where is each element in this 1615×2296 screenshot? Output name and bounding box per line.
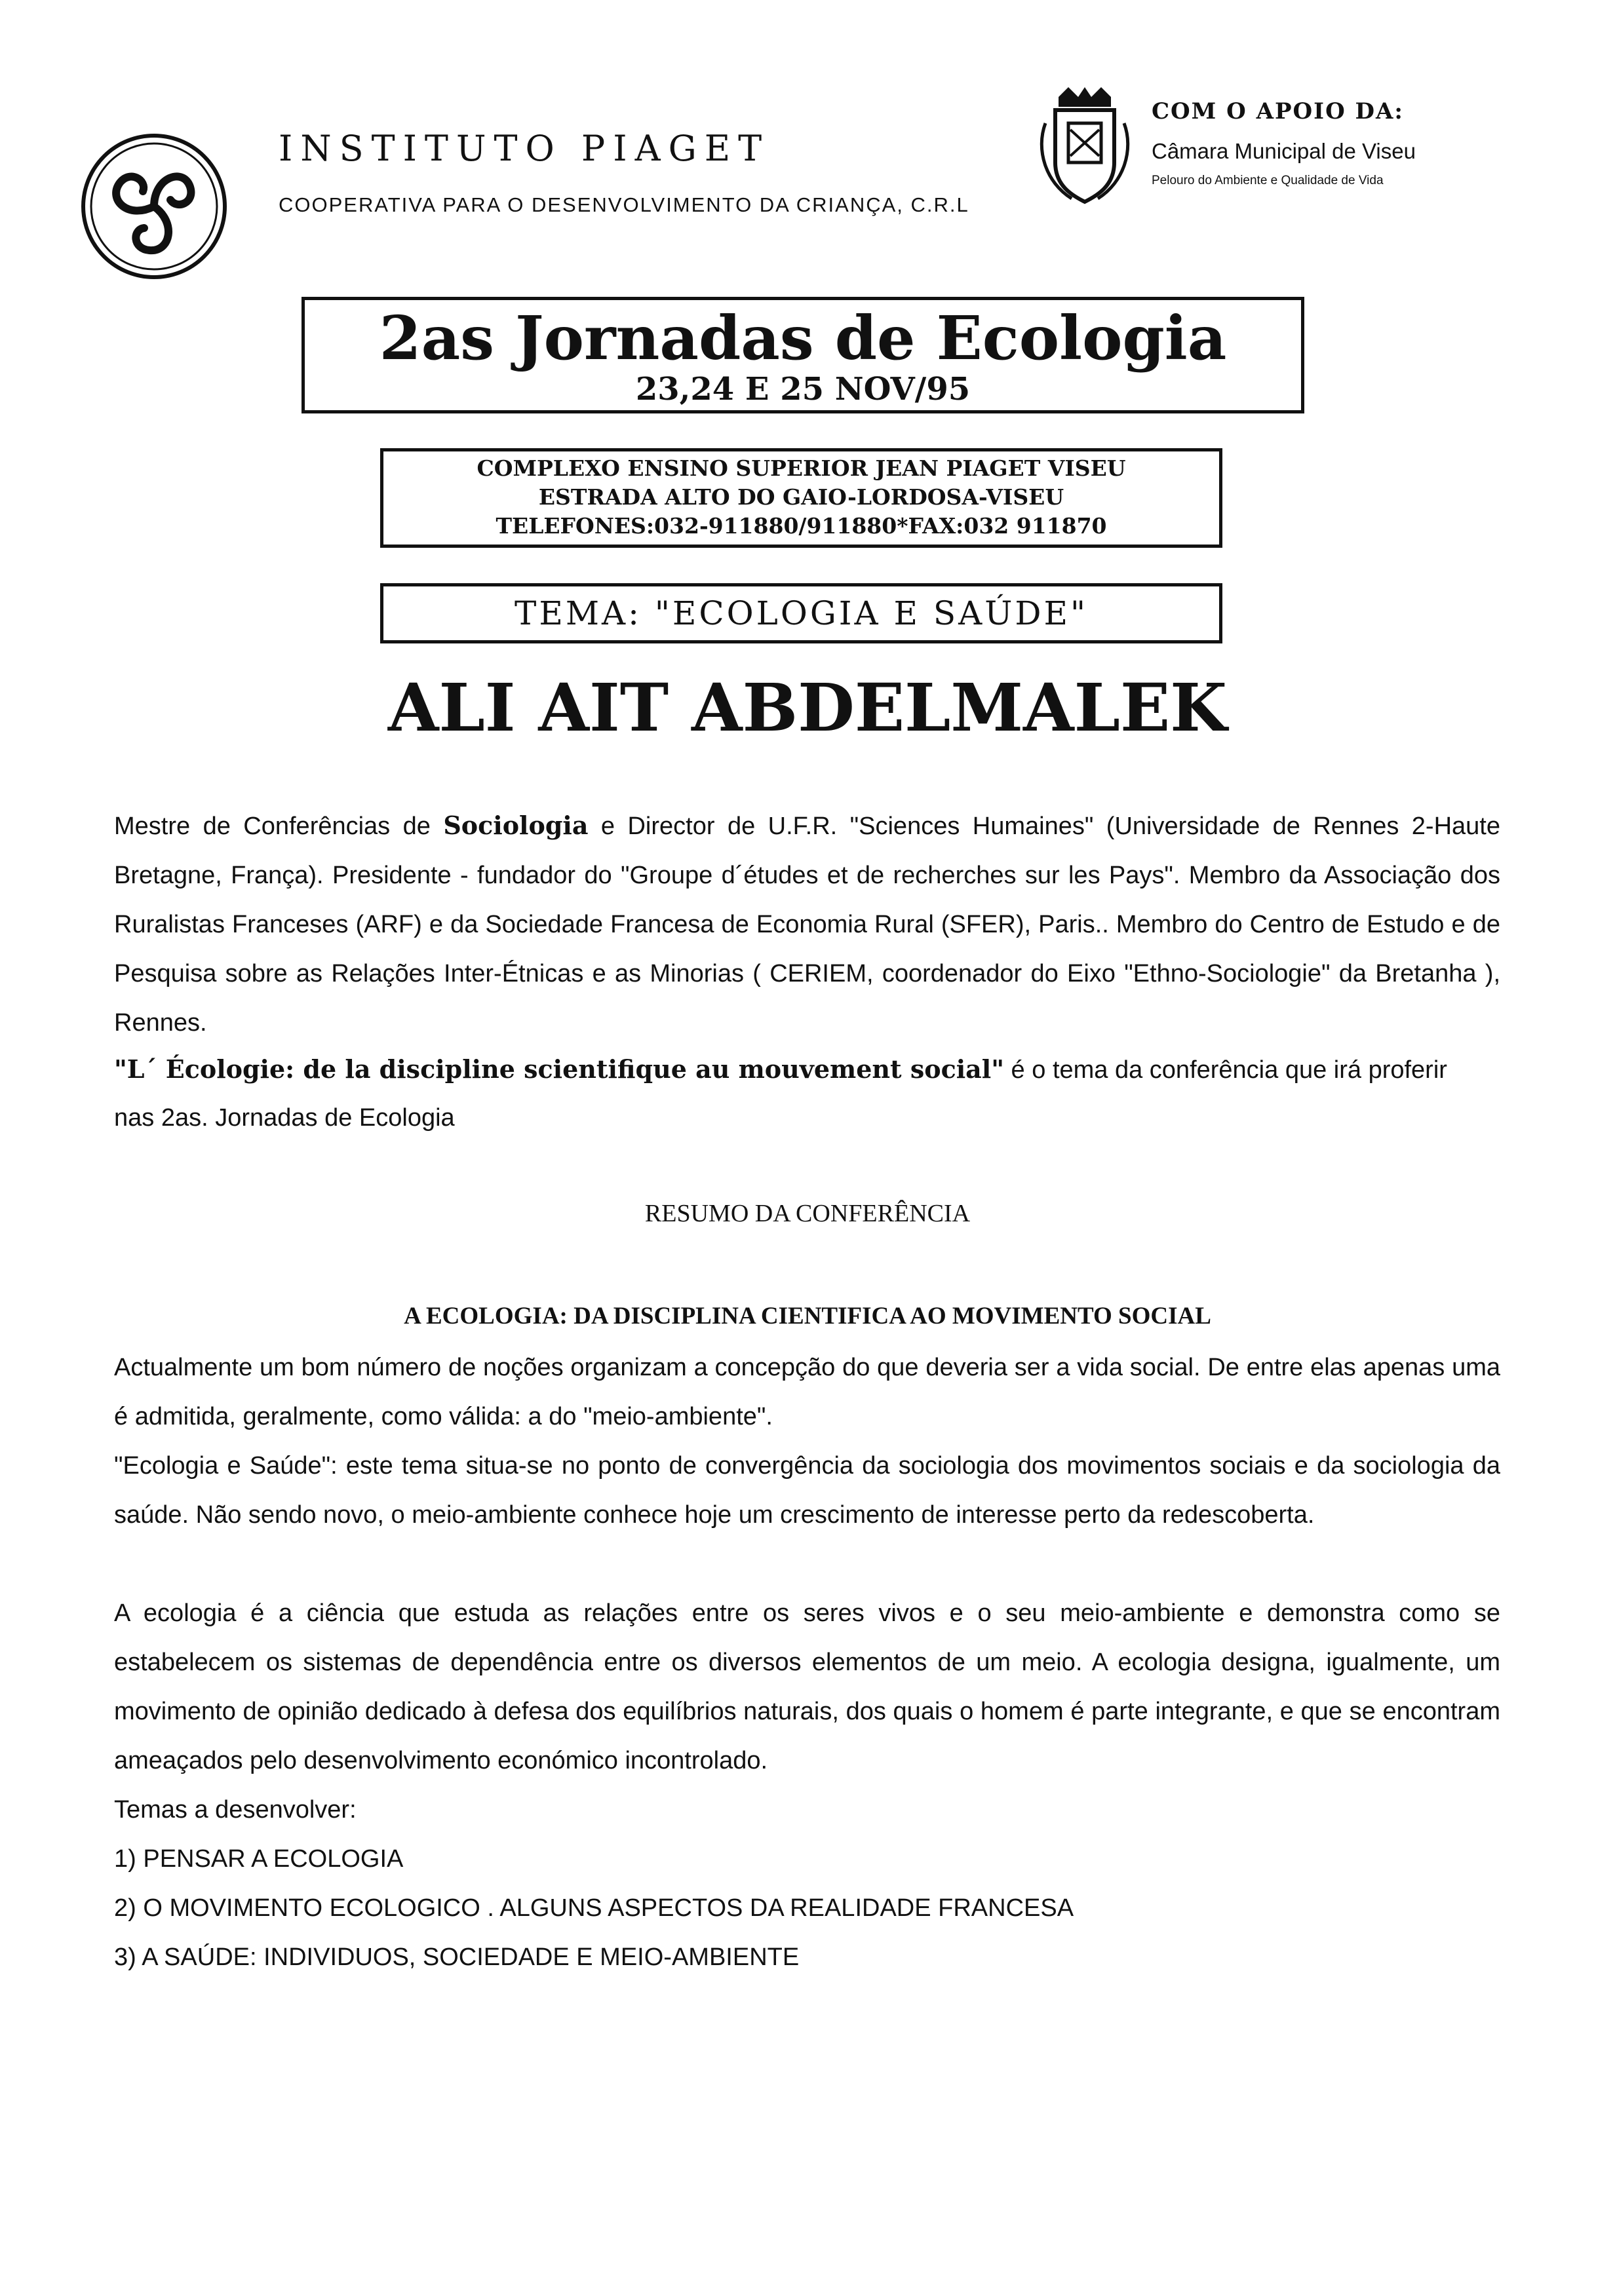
talk-title: "L´ Écologie: de la discipline scientifique au mouvement social": [114, 1054, 1004, 1084]
institute-name: INSTITUTO PIAGET: [279, 128, 770, 169]
summary-paragraph: A ecologia é a ciência que estuda as relações entre os seres vivos e o seu meio-ambiente e demonstra como se estabelecem os sistemas de dependência entre os diversos elementos de um meio. A ecologia designa, igualmente, um movimento de opinião dedicado à defesa dos equilíbrios naturais, dos quais o homem é parte integrante, e que se encontram ameaçados pelo desenvolvimento económico incontrolado.: [114, 1599, 1500, 1774]
themes-intro: Temas a desenvolver:: [114, 1796, 357, 1824]
venue-box: [380, 448, 1222, 548]
venue-address: ESTRADA ALTO DO GAIO-LORDOSA-VISEU: [538, 484, 1064, 510]
venue-name: COMPLEXO ENSINO SUPERIOR JEAN PIAGET VISEU: [477, 455, 1126, 481]
summary-title: A ECOLOGIA: DA DISCIPLINA CIENTIFICA AO MOVIMENTO SOCIAL: [404, 1303, 1211, 1330]
event-title: 2as Jornadas de Ecologia: [379, 303, 1227, 373]
theme-list-item: 3) A SAÚDE: INDIVIDUOS, SOCIEDADE E MEIO-AMBIENTE: [114, 1943, 800, 1971]
speaker-name: ALI AIT ABDELMALEK: [387, 669, 1228, 746]
venue-phones: TELEFONES:032-911880/911880*FAX:032 911870: [496, 513, 1107, 539]
event-title-box: [302, 297, 1304, 413]
support-title: COM O APOIO DA:: [1152, 98, 1404, 124]
theme-list-item: 2) O MOVIMENTO ECOLOGICO . ALGUNS ASPECTOS DA REALIDADE FRANCESA: [114, 1894, 1074, 1922]
theme-list-item: 1) PENSAR A ECOLOGIA: [114, 1845, 404, 1873]
summary-paragraph: "Ecologia e Saúde": este tema situa-se no ponto de convergência da sociologia dos movimentos sociais e da sociologia da saúde. Não sendo novo, o meio-ambiente conhece hoje um crescimento de interesse perto da redescoberta.: [114, 1452, 1500, 1529]
support-department: Pelouro do Ambiente e Qualidade de Vida: [1152, 174, 1384, 187]
summary-paragraph: Actualmente um bom número de noções organizam a concepção do que deveria ser a vida social. De entre elas apenas uma é admitida, geralmente, como válida: a do "meio-ambiente".: [114, 1354, 1500, 1430]
talk-title-line: "L´ Écologie: de la discipline scientifique au mouvement social" é o tema da conferência que irá proferir: [114, 1054, 1447, 1084]
summary-heading: RESUMO DA CONFERÊNCIA: [644, 1200, 971, 1227]
theme-box: [380, 583, 1222, 643]
talk-title-line-continued: nas 2as. Jornadas de Ecologia: [114, 1104, 455, 1132]
municipal-crest-icon: [1032, 84, 1137, 208]
speaker-bio: Mestre de Conferências de Sociologia e Director de U.F.R. "Sciences Humaines" (Universidade de Rennes 2-Haute Bretagne, França). Presidente - fundador do "Groupe d´études et de recherches sur les Pays". Membro da Associação dos Ruralistas Franceses (ARF) e da Sociedade Francesa de Economia Rural (SFER), Paris.. Membro do Centro de Estudo e de Pesquisa sobre as Relações Inter-Étnicas e as Minorias ( CERIEM, coordenador do Eixo "Ethno-Sociologie" da Bretanha ), Rennes.: [114, 811, 1500, 1037]
event-dates: 23,24 E 25 NOV/95: [635, 371, 971, 408]
support-organization: Câmara Municipal de Viseu: [1152, 139, 1416, 163]
theme-text: TEMA: "ECOLOGIA E SAÚDE": [514, 594, 1088, 632]
institute-subtitle: COOPERATIVA PARA O DESENVOLVIMENTO DA CRIANÇA, C.R.L: [279, 193, 969, 216]
institute-triskelion-logo: [79, 131, 229, 282]
